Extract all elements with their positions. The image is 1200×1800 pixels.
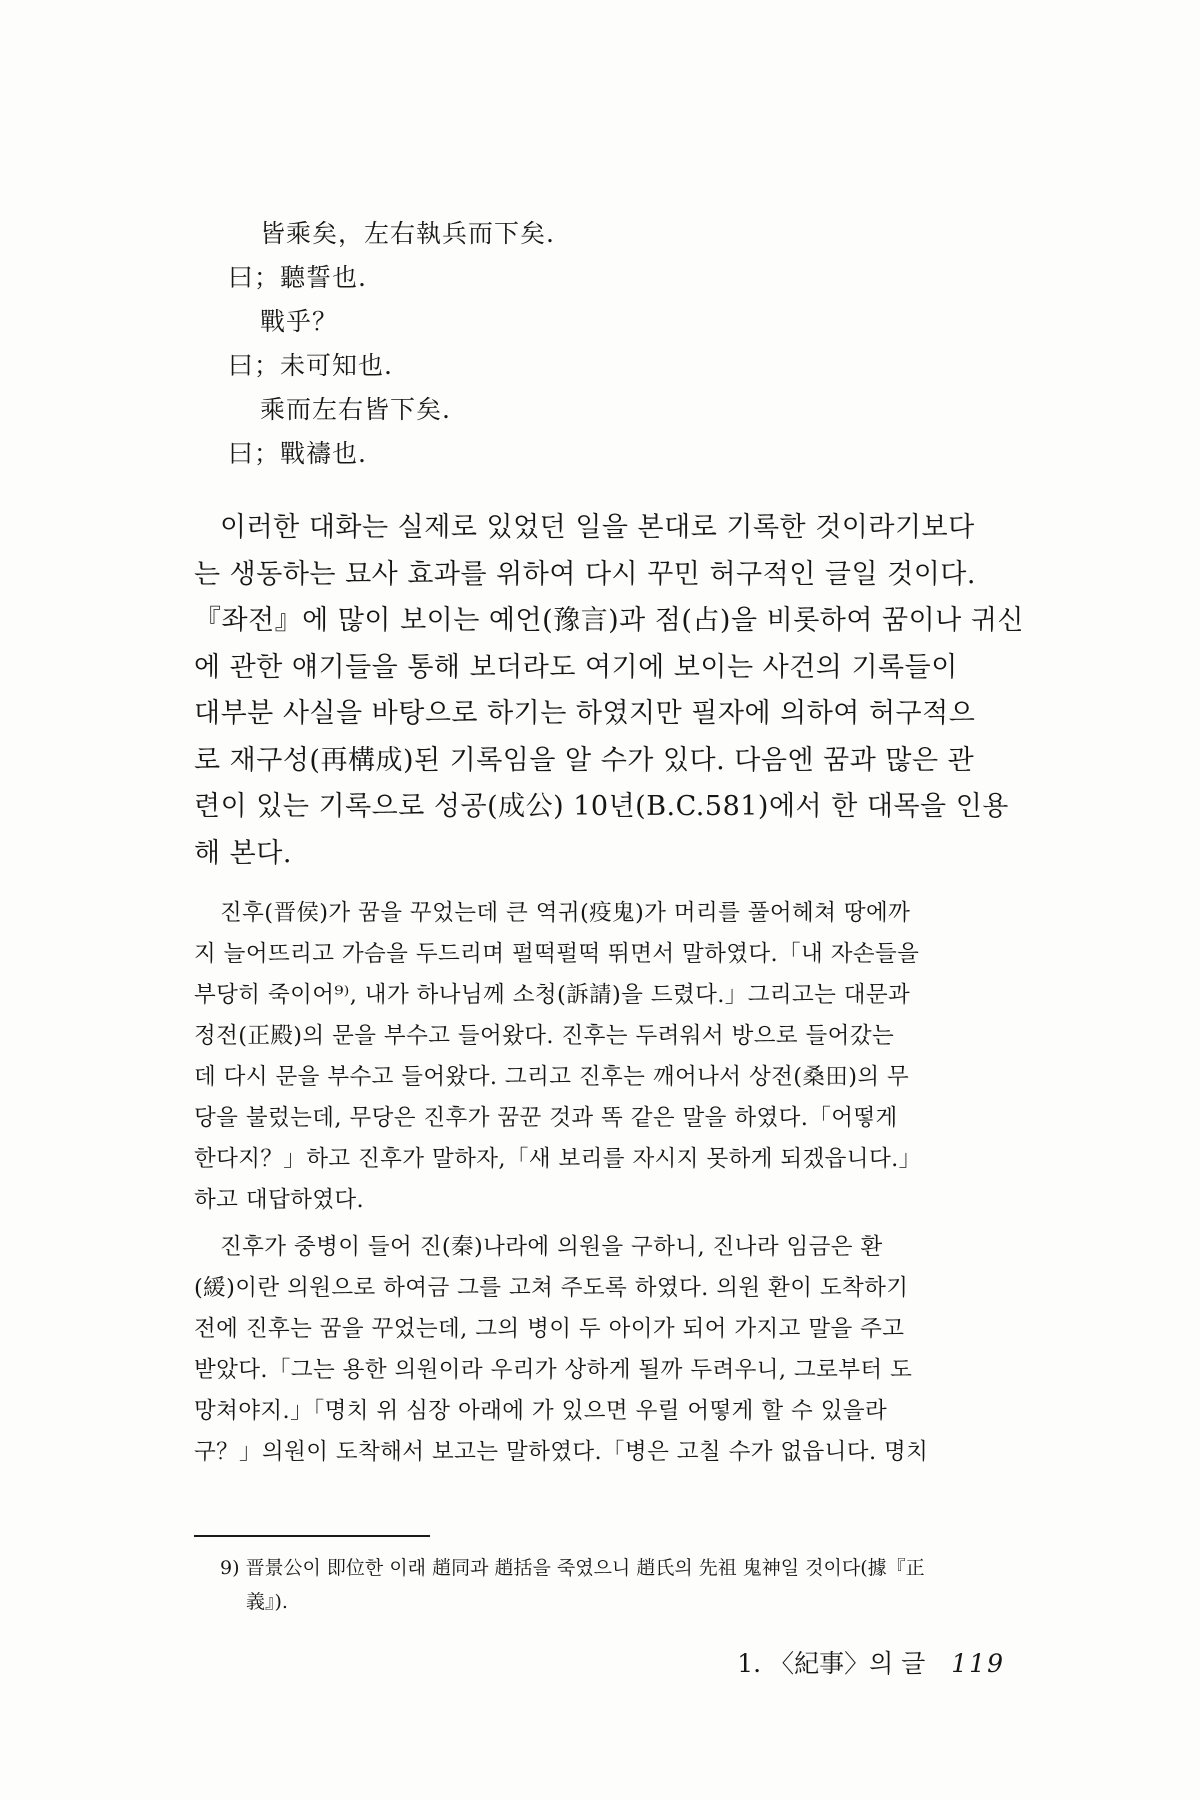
narrative-line: (緩)이란 의원으로 하여금 그를 고쳐 주도록 하였다. 의원 환이 도착하기: [194, 1275, 909, 1301]
narrative-line: 정전(正殿)의 문을 부수고 들어왔다. 진후는 두려워서 방으로 들어갔는: [194, 1023, 895, 1049]
footnote-line: 9) 晋景公이 即位한 이래 趙同과 趙括을 죽였으니 趙氏의 先祖 鬼神일 것이다(據『正: [220, 1557, 925, 1579]
quote-line: 曰；戰禱也.: [228, 439, 367, 468]
page-number: 119: [951, 1649, 1005, 1678]
paragraph-line: 이러한 대화는 실제로 있었던 일을 본대로 기록한 것이라기보다: [220, 512, 975, 543]
narrative-line: 데 다시 문을 부수고 들어왔다. 그리고 진후는 깨어나서 상전(桑田)의 무: [194, 1064, 910, 1090]
quote-line: 乘而左右皆下矣.: [260, 395, 451, 424]
quote-line: 曰；聽誓也.: [228, 263, 367, 292]
narrative-line: 구？」의원이 도착해서 보고는 말하였다.「병은 고칠 수가 없읍니다. 명치: [194, 1439, 929, 1465]
footnote-rule: [194, 1535, 430, 1537]
narrative-line: 전에 진후는 꿈을 꾸었는데, 그의 병이 두 아이가 되어 가지고 말을 주고: [194, 1316, 905, 1342]
paragraph-line: 는 생동하는 묘사 효과를 위하여 다시 꾸민 허구적인 글일 것이다.: [194, 558, 976, 590]
narrative-line: 지 늘어뜨리고 가슴을 두드리며 펄떡펄떡 뛰면서 말하였다.「내 자손들을: [194, 941, 920, 967]
section-title: 1. 〈紀事〉의 글: [737, 1649, 926, 1678]
narrative-line: 진후(晋侯)가 꿈을 꾸었는데 큰 역귀(疫鬼)가 머리를 풀어헤쳐 땅에까: [220, 900, 911, 926]
paragraph-line: 에 관한 얘기들을 통해 보더라도 여기에 보이는 사건의 기록들이: [194, 651, 958, 683]
quote-line: 曰；未可知也.: [228, 351, 393, 380]
running-footer: [0, 1644, 1005, 1680]
paragraph-line: 련이 있는 기록으로 성공(成公) 10년(B.C.581)에서 한 대목을 인용: [194, 791, 1009, 822]
paragraph-line: 대부분 사실을 바탕으로 하기는 하였지만 필자에 의하여 허구적으: [194, 698, 976, 729]
narrative-line: 받았다.「그는 용한 의원이라 우리가 상하게 될까 두려우니, 그로부터 도: [194, 1357, 913, 1383]
footnote-line: 義』).: [246, 1591, 288, 1613]
narrative-line: 한다지？」하고 진후가 말하자,「새 보리를 자시지 못하게 되겠읍니다.」: [194, 1146, 922, 1172]
paragraph-line: 해 본다.: [194, 837, 292, 869]
narrative-line: 부당히 죽이어⁹⁾, 내가 하나님께 소청(訴請)을 드렸다.」그리고는 대문과: [194, 982, 911, 1008]
paragraph-line: 『좌전』에 많이 보이는 예언(豫言)과 점(占)을 비롯하여 꿈이나 귀신: [194, 605, 1025, 636]
commentary-paragraph: [194, 505, 1025, 877]
quote-line: 皆乘矣，左右執兵而下矣.: [260, 219, 555, 248]
narrative-translation: [194, 893, 1012, 1473]
narrative-line: 진후가 중병이 들어 진(秦)나라에 의원을 구하니, 진나라 임금은 환: [220, 1234, 883, 1260]
paragraph-line: 로 재구성(再構成)된 기록임을 알 수가 있다. 다음엔 꿈과 많은 관: [194, 744, 975, 776]
footnote: [220, 1551, 1020, 1619]
narrative-line: 하고 대답하였다.: [194, 1187, 365, 1213]
narrative-line: 망쳐야지.」「명치 위 심장 아래에 가 있으면 우릴 어떻게 할 수 있을라: [194, 1398, 888, 1424]
narrative-line: 당을 불렀는데, 무당은 진후가 꿈꾼 것과 똑 같은 말을 하였다.「어떻게: [194, 1105, 898, 1131]
quote-line: 戰乎？: [260, 307, 339, 336]
classical-quote-block: [228, 212, 1028, 476]
